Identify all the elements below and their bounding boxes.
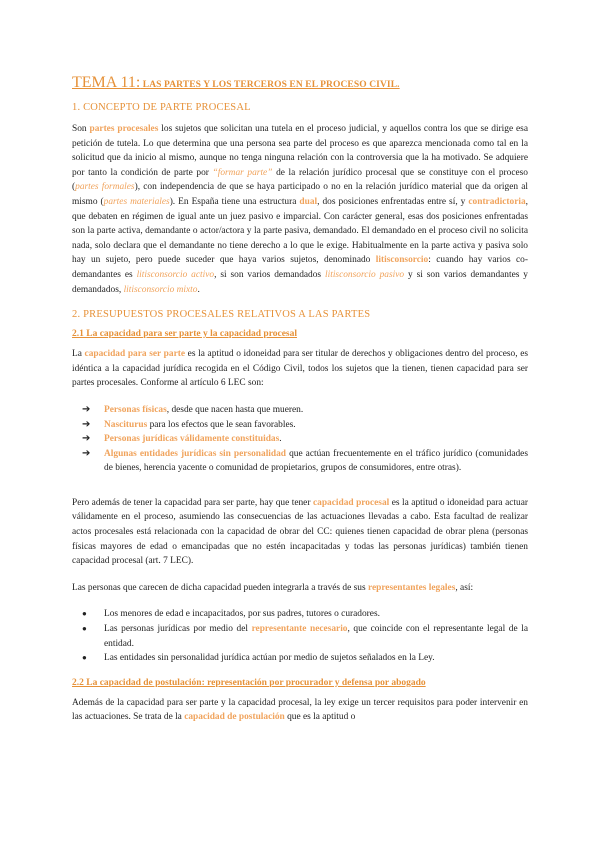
list-item: ➔ Personas jurídicas válidamente constituidas. (104, 432, 528, 447)
arrow-icon: ➔ (82, 403, 91, 415)
procedural-capacity-paragraph: Pero además de tener la capacidad para ser parte, hay que tener capacidad procesal es la aptitud o idoneidad para actuar válidamente en el proceso, asumiendo las consecuencias de las actuaciones llevadas a cabo. Esta facultad de realizar actos procesales está relacionada con la capacidad de obrar del CC: quienes tienen capacidad de obrar plena (personas físicas mayores de edad o emancipadas que no estén incapacitadas y todas las personas jurídicas) también tienen capacidad procesal (art. 7 LEC). (72, 497, 528, 567)
bullet-icon: ● (82, 653, 87, 663)
arrow-icon: ➔ (82, 418, 91, 430)
bullet-icon: ● (82, 609, 87, 619)
section-2-2-paragraph: Además de la capacidad para ser parte y la capacidad procesal, la ley exige un tercer requisitos para poder intervenir en las actuaciones. Se trata de la capacidad de postulación que es la aptitud o (72, 697, 528, 723)
section-1-heading: 1. CONCEPTO DE PARTE PROCESAL (72, 102, 251, 113)
list-item: ● Las entidades sin personalidad jurídica actúan por medio de sujetos señalados en la Ley. (104, 651, 528, 666)
list-item: ➔ Personas físicas, desde que nacen hasta que mueren. (104, 403, 528, 418)
list-item: ● Los menores de edad e incapacitados, por sus padres, tutores o curadores. (104, 607, 528, 622)
arrow-icon: ➔ (82, 433, 91, 445)
bullet-icon: ● (82, 624, 87, 634)
title-subtitle: LAS PARTES Y LOS TERCEROS EN EL PROCESO CIVIL. (140, 80, 400, 90)
section-1-paragraph: Son partes procesales los sujetos que solicitan una tutela en el proceso judicial, y aquellos contra los que se dirige esa petición de tutela. Lo que determina que una persona sea parte del proceso es que aparezca mencionada como tal en la solicitud que da inicio al mismo, aunque no tenga ninguna relación con la controversia que la ha motivado. Se adquiere por tanto la condición de parte por “formar parte” de la relación jurídico procesal que se constituye con el proceso (partes formales), con independencia de que se haya participado o no en la relación jurídico material que da origen al mismo (partes materiales). En España tiene una estructura dual, dos posiciones enfrentadas entre sí, y contradictoria, que debaten en régimen de igual ante un juez pasivo e imparcial. Con carácter general, esas dos posiciones enfrentadas son la parte activa, demandante o actor/actora y la parte pasiva, demandado. El demandado en el proceso civil no solicita nada, solo declara que el demandante no tiene derecho a lo que le exige. Habitualmente en la parte activa y pasiva solo hay un sujeto, pero puede suceder que haya varios sujetos, denominado litisconsorcio: cuando hay varios co-demandantes es litisconsorcio activo, si son varios demandados litisconsorcio pasivo y si son varios demandantes y demandados, litisconsorcio mixto. (72, 124, 529, 295)
document-title (72, 74, 528, 94)
subsection-2-1-heading: 2.1 La capacidad para ser parte y la capacidad procesal (72, 329, 298, 340)
list-item: ➔ Nasciturus para los efectos que le sean favorables. (104, 418, 528, 433)
title-main: TEMA 11: (72, 74, 141, 91)
capacity-list (72, 403, 528, 476)
section-2-heading: 2. PRESUPUESTOS PROCESALES RELATIVOS A LAS PARTES (72, 309, 371, 321)
list-item: ➔ Algunas entidades jurídicas sin personalidad que actúan frecuentemente en el tráfico jurídico (comunidades de bienes, herencia yacente o comunidad de propietarios, grupos de consumidores, entre otras). (82, 447, 528, 474)
legal-representatives-paragraph: Las personas que carecen de dicha capacidad pueden integrarla a través de sus representantes legales, así: (72, 582, 474, 593)
representatives-list (72, 607, 528, 665)
section-2-1-paragraph: La capacidad para ser parte es la aptitud o idoneidad para ser titular de derechos y obligaciones dentro del proceso, es idéntica a la capacidad jurídica recogida en el Código Civil, todos los sujetos que la tienen, tienen capacidad para ser partes procesales. Conforme al artículo 6 LEC son: (72, 349, 529, 389)
arrow-icon: ➔ (82, 447, 91, 459)
subsection-2-2-heading: 2.2 La capacidad de postulación: representación por procurador y defensa por abogado (72, 677, 426, 688)
list-item: ● Las personas jurídicas por medio del representante necesario, que coincide con el representante legal de la entidad. (82, 624, 528, 649)
